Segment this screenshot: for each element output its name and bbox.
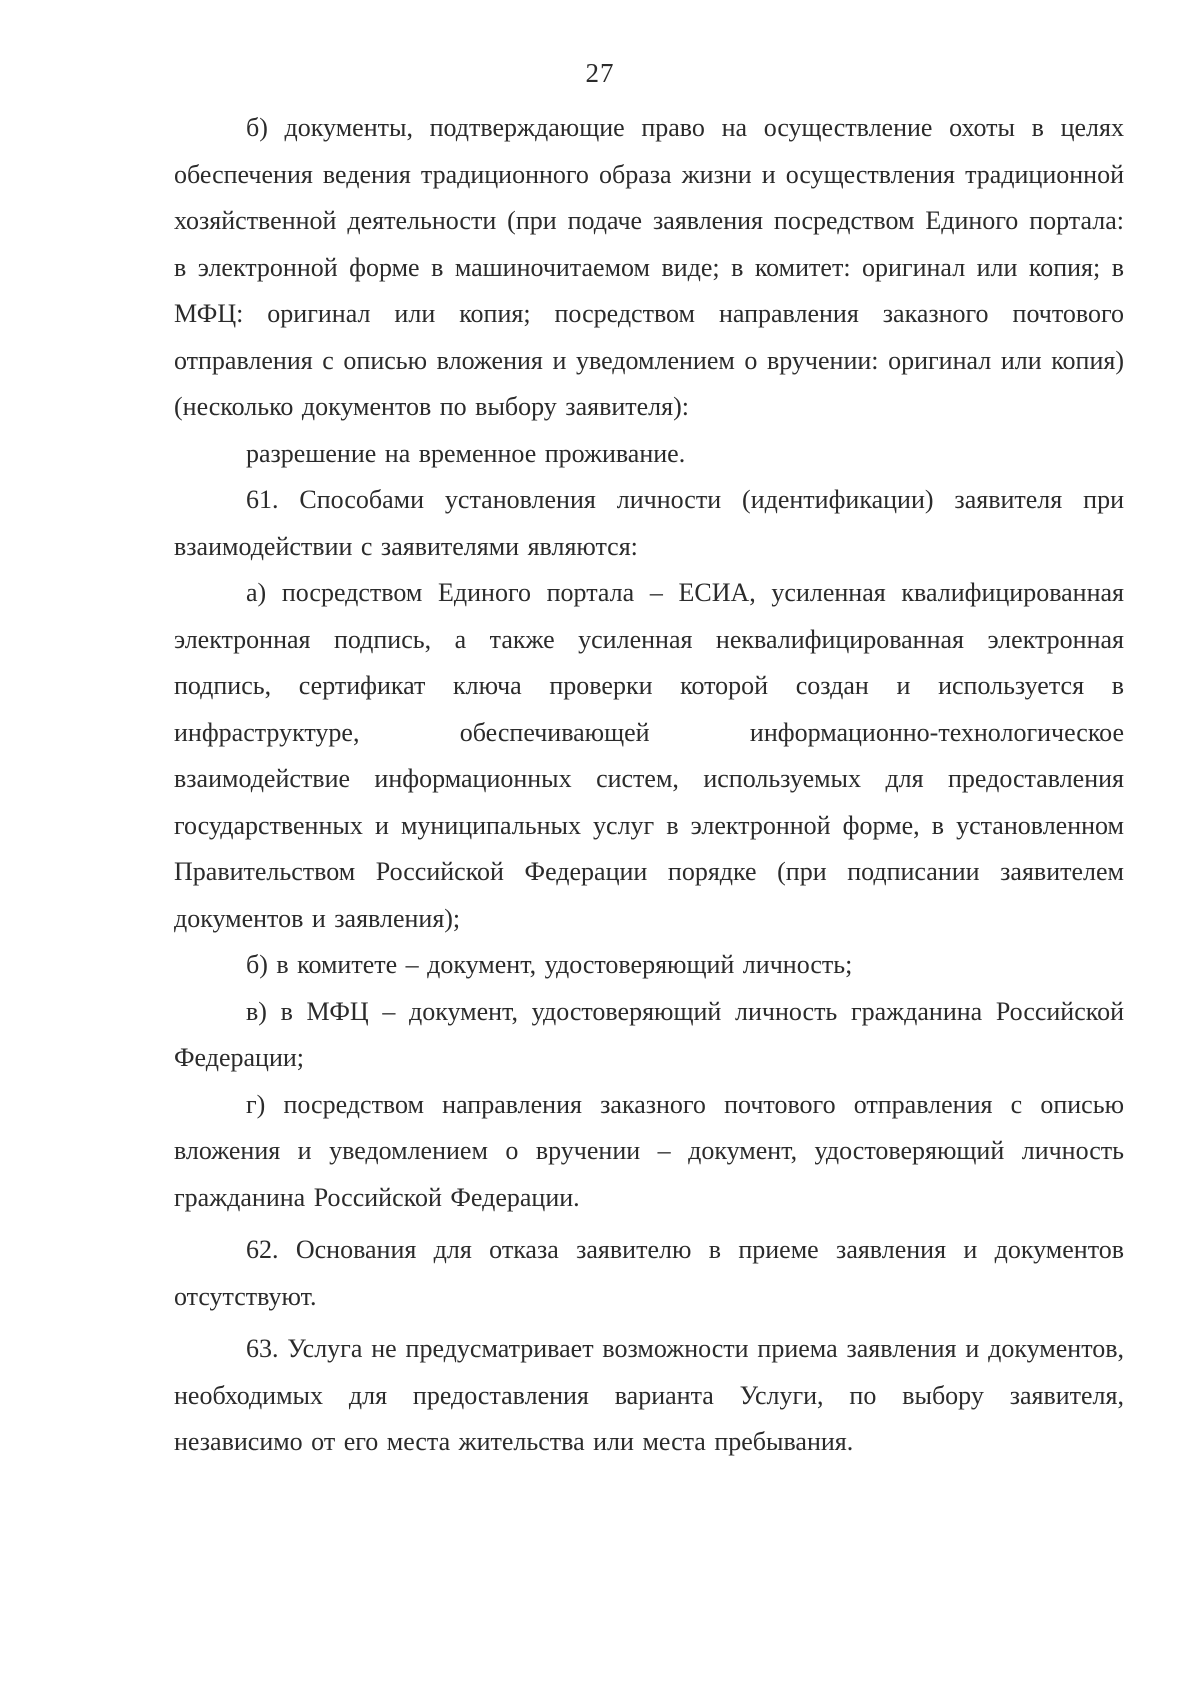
paragraph-63-extraterritorial: 63. Услуга не предусматривает возможности приема заявления и документов, необходимых для предоставления варианта Услуги, по выбору заявителя, независимо от его места жительства или места пребывания.	[174, 1334, 1124, 1456]
paragraph-62-refusal: 62. Основания для отказа заявителю в приеме заявления и документов отсутствуют.	[174, 1235, 1124, 1311]
paragraph-61b-committee: б) в комитете – документ, удостоверяющий личность;	[246, 950, 853, 979]
paragraph-item-b-documents: б) документы, подтверждающие право на осуществление охоты в целях обеспечения ведения традиционного образа жизни и осуществления традиционной хозяйственной деятельности (при подаче заявления посредством Единого портала: в электронной форме в машиночитаемом виде; в комитет: оригинал или копия; в МФЦ: оригинал или копия; посредством направления заказного почтового отправления с описью вложения и уведомлением о вручении: оригинал или копия) (несколько документов по выбору заявителя):	[174, 113, 1124, 421]
paragraph-61g-mail: г) посредством направления заказного почтового отправления с описью вложения и уведомлением о вручении – документ, удостоверяющий личность гражданина Российской Федерации.	[174, 1089, 1124, 1212]
page-number: 27	[585, 58, 615, 88]
paragraph-61a-portal: а) посредством Единого портала – ЕСИА, усиленная квалифицированная электронная подпись, а также усиленная неквалифицированная электронная подпись, сертификат ключа проверки которой создан и используется в инфраструктуре, обеспечивающей информационно-технологическое взаимодействие информационных систем, используемых для предоставления государственных и муниципальных услуг в электронной форме, в установленном Правительством Российской Федерации порядке (при подписании заявителем документов и заявления);	[174, 578, 1124, 933]
paragraph-residence-permit: разрешение на временное проживание.	[246, 438, 686, 468]
document-body	[174, 105, 1124, 1466]
paragraph-61v-mfc: в) в МФЦ – документ, удостоверяющий личность гражданина Российской Федерации;	[174, 996, 1124, 1072]
paragraph-61-identification: 61. Способами установления личности (идентификации) заявителя при взаимодействии с заявителями являются:	[174, 485, 1124, 561]
